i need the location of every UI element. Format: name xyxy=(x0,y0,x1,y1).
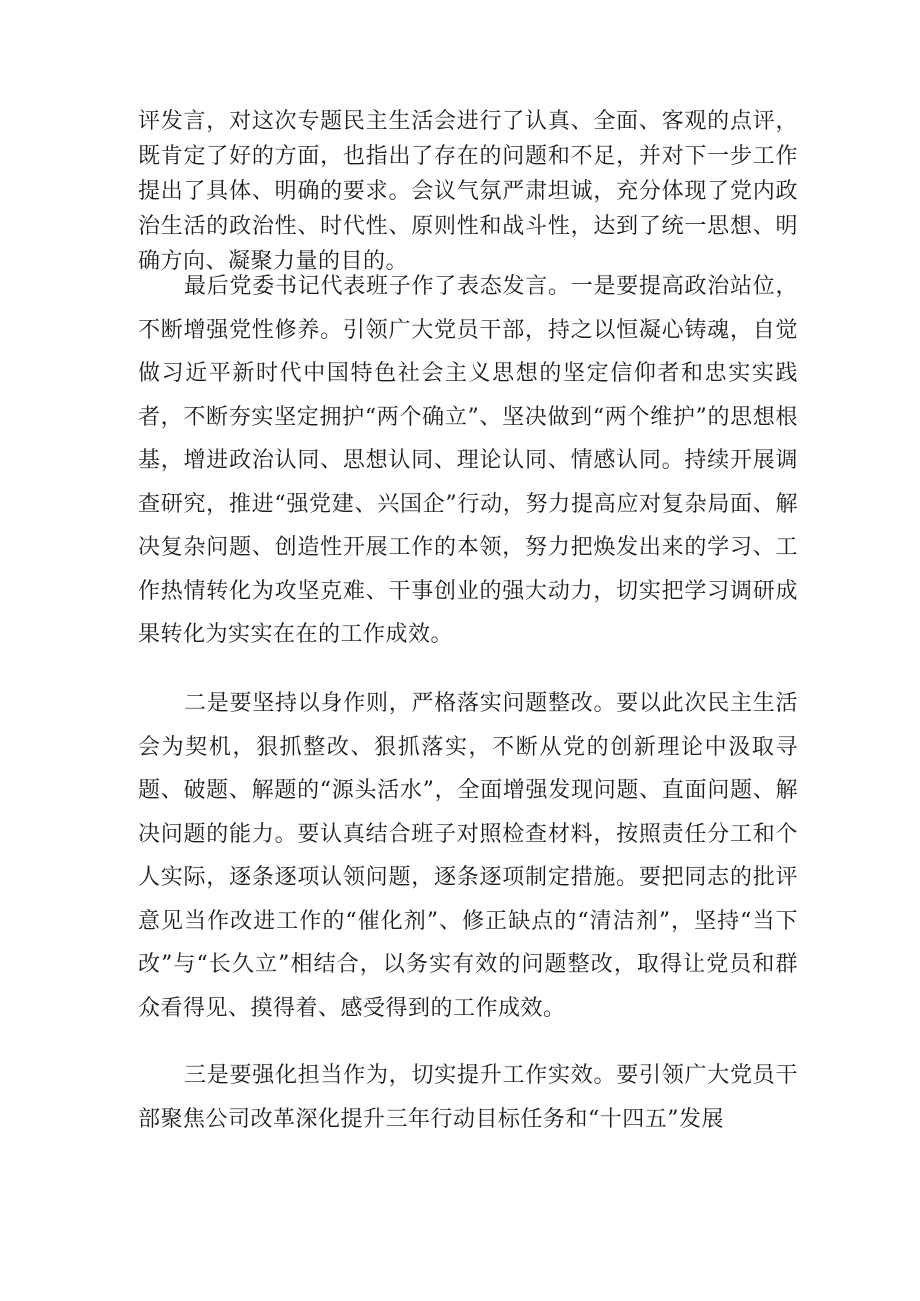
paragraph-rectification: 二是要坚持以身作则，严格落实问题整改。要以此次民主生活会为契机，狠抓整改、狠抓落实，不断从党的创新理论中汲取寻题、破题、解题的“源头活水”，全面增强发现问题、直面问题、解决问题的能力。要认真结合班子对照检查材料，按照责任分工和个人实际，逐条逐项认领问题，逐条逐项制定措施。要把同志的批评意见当作改进工作的“催化剂”、修正缺点的“清洁剂”，坚持“当下改”与“长久立”相结合，以务实有效的问题整改，取得让党员和群众看得见、摸得着、感受得到的工作成效。 xyxy=(138,691,798,1021)
paragraph-continuation: 评发言，对这次专题民主生活会进行了认真、全面、客观的点评，既肯定了好的方面，也指出了存在的问题和不足，并对下一步工作提出了具体、明确的要求。会议气氛严肃坦诚，充分体现了党内政治生活的政治性、时代性、原则性和战斗性，达到了统一思想、明确方向、凝聚力量的目的。 xyxy=(138,109,798,274)
paragraph-closing-remarks: 最后党委书记代表班子作了表态发言。一是要提高政治站位，不断增强党性修养。引领广大党员干部，持之以恒凝心铸魂，自觉做习近平新时代中国特色社会主义思想的坚定信仰者和忠实实践者，不断夯实坚定拥护“两个确立”、坚决做到“两个维护”的思想根基，增进政治认同、思想认同、理论认同、情感认同。持续开展调查研究，推进“强党建、兴国企”行动，努力提高应对复杂局面、解决复杂问题、创造性开展工作的本领，努力把焕发出来的学习、工作热情转化为攻坚克难、干事创业的强大动力，切实把学习调研成果转化为实实在在的工作成效。 xyxy=(138,274,798,647)
paragraph-responsibility: 三是要强化担当作为，切实提升工作实效。要引领广大党员干部聚焦公司改革深化提升三年行动目标任务和“十四五”发展 xyxy=(138,1063,798,1132)
